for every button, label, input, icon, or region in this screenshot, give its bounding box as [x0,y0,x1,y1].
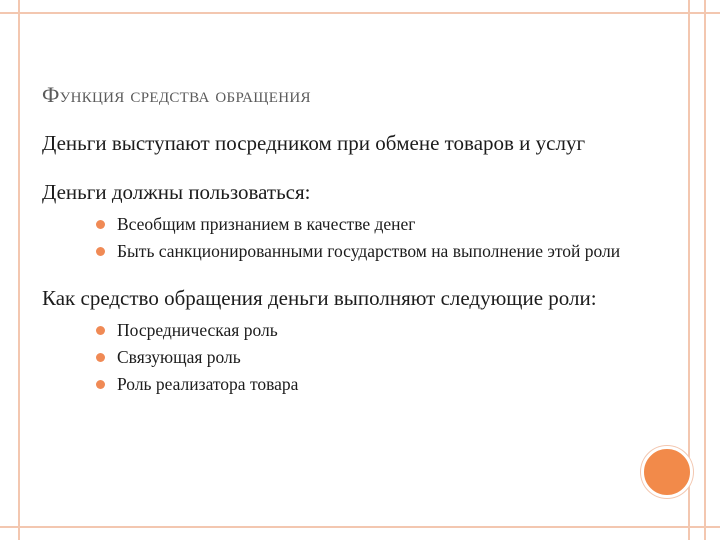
frame-top-border [0,0,720,14]
frame-bottom-border [0,526,720,528]
orange-circle-decoration [641,446,693,498]
paragraph-intermediary: Деньги выступают посредником при обмене товаров и услуг [42,131,586,155]
paragraph-requirements-text: Деньги должны пользоваться: [42,180,311,204]
list-item [94,372,652,396]
roles-list [64,318,652,396]
bullet-icon [96,220,105,229]
list-item-label: Посредническая роль [117,320,278,340]
bullet-icon [96,326,105,335]
list-item [94,345,652,369]
frame-right-line-inner [704,0,706,540]
frame-left-border [0,0,20,540]
list-item [94,239,652,263]
slide-content [42,130,652,399]
slide-title: Функция средства обращения [42,82,311,107]
list-item [94,318,652,342]
requirements-list [64,212,652,263]
paragraph-roles-text: Как средство обращения деньги выполняют следующие роли: [42,286,597,310]
bullet-icon [96,247,105,256]
paragraph-requirements [42,179,652,263]
list-item-label: Всеобщим признанием в качестве денег [117,214,416,234]
list-item-label: Связующая роль [117,347,241,367]
bullet-icon [96,380,105,389]
list-item [94,212,652,236]
paragraph-roles [42,285,652,396]
list-item-label: Быть санкционированными государством на выполнение этой роли [117,241,621,261]
list-item-label: Роль реализатора товара [117,374,299,394]
bullet-icon [96,353,105,362]
